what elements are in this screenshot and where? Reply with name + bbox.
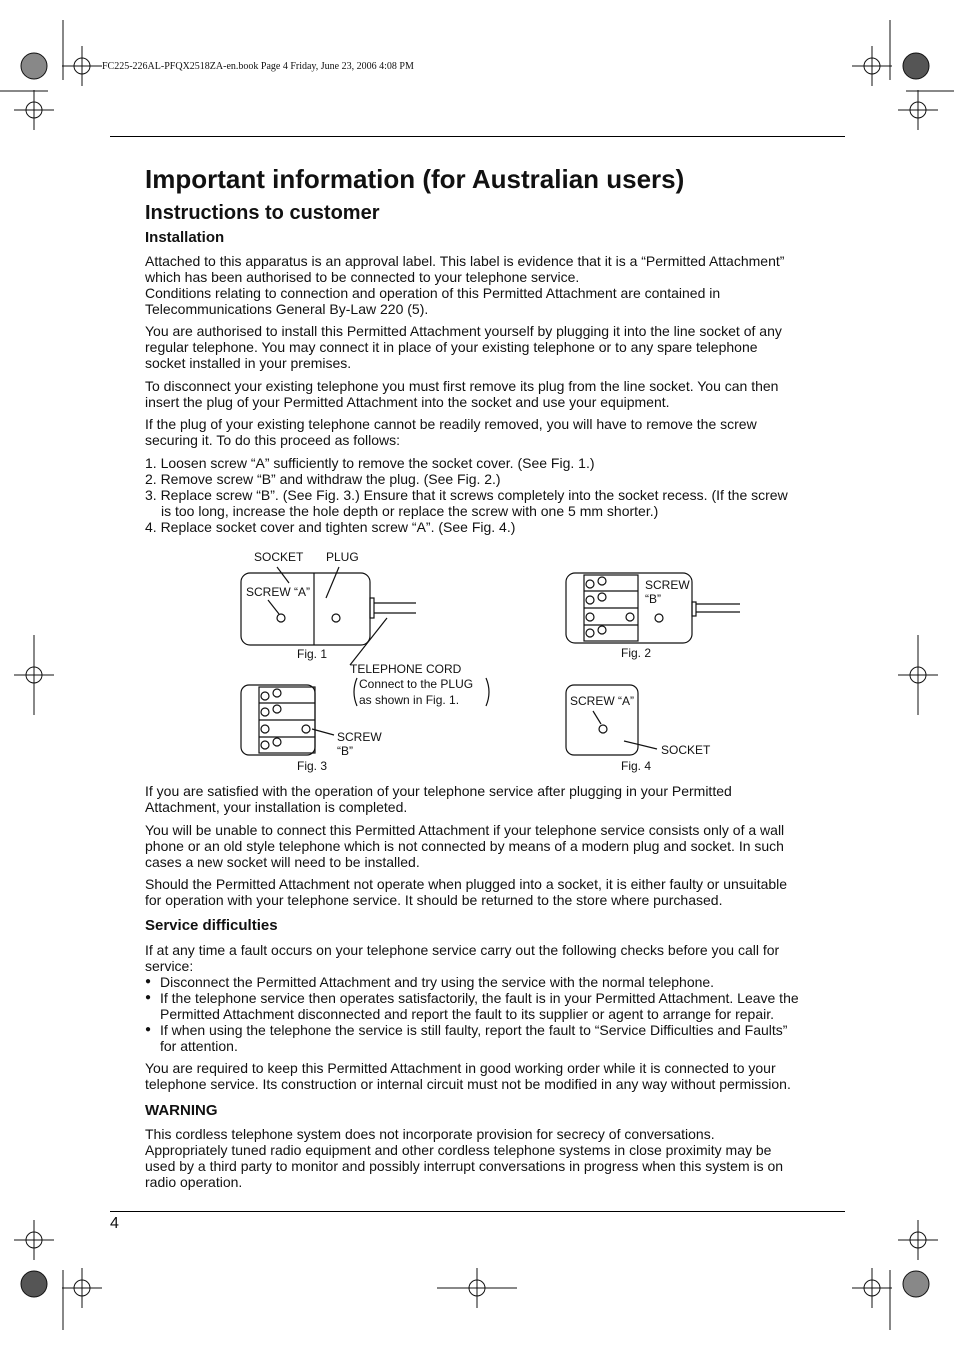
step-3-continued: is too long, increase the hole depth or replace the screw with one 5 mm shorter.) <box>161 503 659 519</box>
text-line: You are authorised to install this Permitted Attachment yourself by plugging it into the line socket of any <box>145 323 782 339</box>
text-line: You will be unable to connect this Permitted Attachment if your telephone service consists only of a wall <box>145 822 785 838</box>
screw-a-icon <box>277 614 285 622</box>
text-line: for attention. <box>160 1038 238 1054</box>
text-line: Appropriately tuned radio equipment and other cordless telephone systems in close proximity may be <box>145 1142 772 1158</box>
installation-heading: Installation <box>145 229 225 246</box>
service-heading: Service difficulties <box>145 917 278 934</box>
socket-label: SOCKET <box>661 743 711 757</box>
text-line: insert the plug of your Permitted Attachment into the socket and use your equipment. <box>145 394 670 410</box>
text-line: Telecommunications General By-Law 220 (5). <box>145 301 429 317</box>
text-line: used by a third party to monitor and possibly interrupt conversations in progress when this system is on <box>145 1158 784 1174</box>
text-line: ● If the telephone service then operates satisfactorily, the fault is in your Permitted Attachment. Leave the <box>160 990 799 1006</box>
text-line: telephone service. Its construction or internal circuit must not be modified in any way without permission. <box>145 1076 791 1092</box>
text-line: 1. Loosen screw “A” sufficiently to remove the socket cover. (See Fig. 1.) <box>145 455 595 471</box>
text-line: securing it. To do this proceed as follows: <box>145 432 400 448</box>
text-line: phone or an old style telephone which is not connected by means of a modern plug and socket. In such <box>145 838 784 854</box>
text-line: Attachment, your installation is completed. <box>145 799 408 815</box>
fig1-caption: Fig. 1 <box>297 647 328 661</box>
screw-b-label: “B” <box>645 592 661 606</box>
screw-icon <box>332 614 340 622</box>
book-header: FC225-226AL-PFQX2518ZA-en.book Page 4 Friday, June 23, 2006 4:08 PM <box>102 61 414 72</box>
service-intro <box>145 942 799 974</box>
fig1-socket-outline <box>241 573 370 645</box>
paragraph <box>145 876 787 908</box>
screw-b-label: SCREW <box>645 578 690 592</box>
text-line: Conditions relating to connection and operation of this Permitted Attachment are contained in <box>145 285 721 301</box>
step-4: 4. Replace socket cover and tighten screw “A”. (See Fig. 4.) <box>145 519 516 535</box>
cord-label: TELEPHONE CORD <box>350 662 462 676</box>
text-line: 2. Remove screw “B” and withdraw the plug. (See Fig. 2.) <box>145 471 501 487</box>
text-line: regular telephone. You may connect it in place of your existing telephone or to any spare telephone <box>145 339 758 355</box>
text-line: To disconnect your existing telephone you must first remove its plug from the line socket. You can then <box>145 378 779 394</box>
text-line: If you are satisfied with the operation of your telephone service after plugging in your Permitted <box>145 783 732 799</box>
fig3-caption: Fig. 3 <box>297 759 328 773</box>
page-number: 4 <box>110 1215 119 1232</box>
warning-text <box>145 1126 783 1190</box>
text-line: If at any time a fault occurs on your telephone service carry out the following checks before you call for <box>145 942 780 958</box>
text-line: You are required to keep this Permitted Attachment in good working order while it is connected to your <box>145 1060 776 1076</box>
socket-label: SOCKET <box>254 550 304 564</box>
service-block <box>145 942 799 1054</box>
warning-heading: WARNING <box>145 1102 218 1119</box>
bottom-rule <box>110 1211 845 1212</box>
text-line: ● If when using the telephone the service is still faulty, report the fault to “Service Difficulties and Faults” <box>160 1022 788 1038</box>
screw-a-label: SCREW “A” <box>246 585 310 599</box>
plug-label: PLUG <box>326 550 359 564</box>
text-line: service: <box>145 958 194 974</box>
screw-a-label: SCREW “A” <box>570 694 634 708</box>
screw-b-label: SCREW <box>337 730 382 744</box>
section-title: Instructions to customer <box>145 202 380 224</box>
bullet-item <box>145 1022 799 1054</box>
cord-note: Connect to the PLUG <box>359 677 474 691</box>
text-line: Should the Permitted Attachment not operate when plugged into a socket, it is either faulty or unsuitable <box>145 876 788 892</box>
text-line: Permitted Attachment disconnected and report the fault to its supplier or agent to arrange for repair. <box>160 1006 775 1022</box>
cord-note: as shown in Fig. 1. <box>359 693 460 707</box>
text-line: Attached to this apparatus is an approval label. This label is evidence that it is a “Permitted Attachment” <box>145 253 785 269</box>
paragraph <box>145 822 784 870</box>
text-line: for operation with your telephone service. It should be returned to the store where purchased. <box>145 892 723 908</box>
bullet-item <box>145 974 799 990</box>
fig2-caption: Fig. 2 <box>621 646 652 660</box>
paragraph <box>145 1060 791 1092</box>
text-line: 3. Replace screw “B”. (See Fig. 3.) Ensure that it screws completely into the socket recess. (If the screw <box>145 487 788 503</box>
bullet-item <box>145 990 799 1022</box>
text-line: ● Disconnect the Permitted Attachment and try using the service with the normal telephone. <box>160 974 715 990</box>
screw-b-icon <box>626 613 634 621</box>
page-title: Important information (for Australian users) <box>145 164 685 194</box>
screw-b-label: “B” <box>337 744 353 758</box>
text-line: socket installed in your premises. <box>145 355 352 371</box>
paragraph <box>145 783 732 815</box>
text-line: cases a new socket will need to be installed. <box>145 854 420 870</box>
text-line: which has been authorised to be connected to your telephone service. <box>145 269 580 285</box>
fig4-caption: Fig. 4 <box>621 759 652 773</box>
text-line: radio operation. <box>145 1174 243 1190</box>
text-line: This cordless telephone system does not incorporate provision for secrecy of conversations. <box>145 1126 715 1142</box>
text-line: If the plug of your existing telephone cannot be readily removed, you will have to remove the screw <box>145 416 757 432</box>
